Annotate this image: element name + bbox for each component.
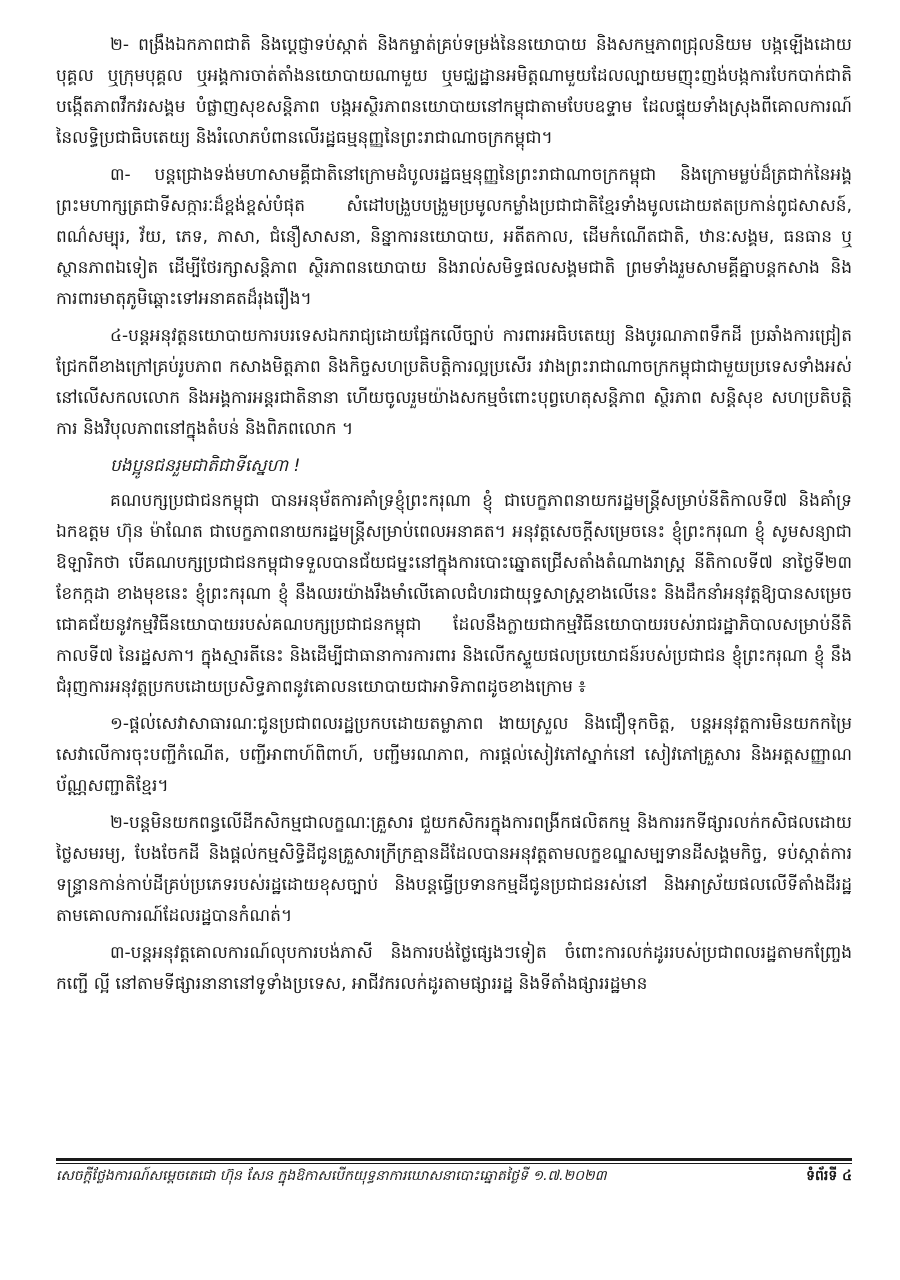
paragraph-item-3: ៣- បន្តជ្រោងទង់មហាសាមគ្គីជាតិនៅក្រោមដំបូលរដ្ឋធម្មនុញ្ញនៃព្រះរាជាណាចក្រកម្ពុជា និងក្រោមម្លប់ដ៏ត្រជាក់នៃអង្គព្រះមហាក្សត្រជាទីសក្ការៈដ៏ខ្ពង់ខ្ពស់បំផុត សំដៅបង្រួបបង្រួមប្រមូលកម្លាំងប្រជាជាតិខ្មែរទាំងមូលដោយឥតប្រកាន់ពូជសាសន៍, ពណ៌សម្បុរ, វ័យ, ភេទ, ភាសា, ជំនឿសាសនា, និន្នាការនយោបាយ, អតីតកាល, ដើមកំណើតជាតិ, ឋានៈសង្គម, ធនធាន ឬស្ថានភាពឯទៀត ដើម្បីថែរក្សាសន្តិភាព ស្ថិរភាពនយោបាយ និងរាល់សមិទ្ធផលសង្គមជាតិ ព្រមទាំងរួមសាមគ្គីគ្នាបន្តកសាង និងការពារមាតុភូមិឆ្ពោះទៅអនាគតដ៏រុងរឿង។ — [56, 165, 852, 309]
footer-title: សេចក្តីថ្លែងការណ៍សម្តេចតេជោ ហ៊ុន សែន ក្នុងឱកាសបើកយុទ្ធនាការឃោសនាបោះឆ្នោតថ្ងៃទី ១.៧.២០២៣ — [56, 1168, 607, 1184]
paragraph-item-2: ២- ពង្រឹងឯកភាពជាតិ និងប្តេជ្ញាទប់ស្កាត់ និងកម្ចាត់គ្រប់ទម្រង់នៃនយោបាយ និងសកម្មភាពជ្រុលនិយម បង្កឡើងដោយបុគ្គល ឬក្រុមបុគ្គល ឬអង្គការចាត់តាំងនយោបាយណាមួយ ឬមជ្ឈដ្ឋានអមិត្តណាមួយដែលល្បាយមញុះញង់បង្កការបែកបាក់ជាតិ បង្កើតភាពវឹកវរសង្គម បំផ្លាញសុខសន្តិភាព បង្កអស្ថិរភាពនយោបាយនៅកម្ពុជាតាមបែបឧទ្ទាម ដែលផ្ទុយទាំងស្រុងពីគោលការណ៍នៃលទ្ធិប្រជាធិបតេយ្យ និងរំលោភបំពានលើរដ្ឋធម្មនុញ្ញនៃព្រះរាជាណាចក្រកម្ពុជា។ — [56, 35, 852, 148]
paragraph-pledge: គណបក្សប្រជាជនកម្ពុជា បានអនុម័តការគាំទ្រខ្ញុំព្រះករុណា ខ្ញុំ ជាបេក្ខភាពនាយករដ្ឋមន្ត្រីសម្រាប់នីតិកាលទី៧ និងគាំទ្រ ឯកឧត្តម ហ៊ុន ម៉ាណែត ជាបេក្ខភាពនាយករដ្ឋមន្ត្រីសម្រាប់ពេលអនាគត។ អនុវត្តសេចក្តីសម្រេចនេះ ខ្ញុំព្រះករុណា ខ្ញុំ សូមសន្យាជាឱឡារិកថា បើគណបក្សប្រជាជនកម្ពុជាទទួលបានជ័យជម្នះនៅក្នុងការបោះឆ្នោតជ្រើសតាំងតំណាងរាស្ត្រ នីតិកាលទី៧ នាថ្ងៃទី២៣ ខែកក្កដា ខាងមុខនេះ ខ្ញុំព្រះករុណា ខ្ញុំ នឹងឈរយ៉ាងរឹងមាំលើគោលជំហរជាយុទ្ធសាស្ត្រខាងលើនេះ និងដឹកនាំអនុវត្តឱ្យបានសម្រេចជោគជ័យនូវកម្មវិធីនយោបាយរបស់គណបក្សប្រជាជនកម្ពុជា ដែលនឹងក្លាយជាកម្មវិធីនយោបាយរបស់រាជរដ្ឋាភិបាលសម្រាប់នីតិកាលទី៧ នៃរដ្ឋសភា។ ក្នុងស្មារតីនេះ និងដើម្បីជាធានាការការពារ និងលើកស្ទួយផលប្រយោជន៍របស់ប្រជាជន ខ្ញុំព្រះករុណា ខ្ញុំ នឹងជំរុញការអនុវត្តប្រកបដោយប្រសិទ្ធភាពនូវគោលនយោបាយជាអាទិភាពដូចខាងក្រោម ៖ — [56, 491, 852, 697]
salutation: បងប្អូនជនរួមជាតិជាទីស្នេហា ! — [110, 456, 301, 476]
paragraph-priority-1: ១-ផ្តល់សេវាសាធារណៈជូនប្រជាពលរដ្ឋប្រកបដោយតម្លាភាព ងាយស្រួល និងជឿទុកចិត្ត, បន្តអនុវត្តការមិនយកកម្រៃសេវាលើការចុះបញ្ជីកំណើត, បញ្ជីអាពាហ៍ពិពាហ៍, បញ្ជីមរណភាព, ការផ្តល់សៀវភៅស្នាក់នៅ សៀវភៅគ្រួសារ និងអត្តសញ្ញាណប័ណ្ណសញ្ជាតិខ្មែរ។ — [56, 714, 852, 796]
paragraph-item-4: ៤-បន្តអនុវត្តនយោបាយការបរទេសឯករាជ្យដោយផ្អែកលើច្បាប់ ការពារអធិបតេយ្យ និងបូរណភាពទឹកដី ប្រឆាំងការជ្រៀតជ្រែកពីខាងក្រៅគ្រប់រូបភាព កសាងមិត្តភាព និងកិច្ចសហប្រតិបត្តិការល្អប្រសើរ រវាងព្រះរាជាណាចក្រកម្ពុជាជាមួយប្រទេសទាំងអស់នៅលើសកលលោក និងអង្គការអន្តរជាតិនានា ហើយចូលរួមយ៉ាងសកម្មចំពោះបុព្វហេតុសន្តិភាព ស្ថិរភាព សន្តិសុខ សហប្រតិបត្តិការ និងវិបុលភាពនៅក្នុងតំបន់ និងពិភពលោក ។ — [56, 326, 852, 439]
page-number: ទំព័រទី ៤ — [806, 1168, 852, 1184]
footer-divider — [56, 1158, 852, 1161]
paragraph-priority-3: ៣-បន្តអនុវត្តគោលការណ៍លុបការបង់ភាសី និងការបង់ថ្លៃផ្សេងៗទៀត ចំពោះការលក់ដូររបស់ប្រជាពលរដ្ឋតាមកញ្ច្រែង កញ្ជើ ល្អី នៅតាមទីផ្សារនានានៅទូទាំងប្រទេស, អាជីវករលក់ដូរតាមផ្សាររដ្ឋ និងទីតាំងផ្សាររដ្ឋមាន — [56, 943, 852, 994]
page-footer — [56, 1166, 852, 1186]
paragraph-priority-2: ២-បន្តមិនយកពន្ធលើដីកសិកម្មជាលក្ខណៈគ្រួសារ ជួយកសិករក្នុងការពង្រីកផលិតកម្ម និងការរកទីផ្សារលក់កសិផលដោយថ្លៃសមរម្យ, បែងចែកដី និងផ្តល់កម្មសិទ្ធិដីជូនគ្រួសារក្រីក្រគ្មានដីដែលបានអនុវត្តតាមលក្ខខណ្ឌសម្បទានដីសង្គមកិច្ច, ទប់ស្កាត់ការទន្ទ្រានកាន់កាប់ដីគ្រប់ប្រភេទរបស់រដ្ឋដោយខុសច្បាប់ និងបន្តធ្វើប្រទានកម្មដីជូនប្រជាជនរស់នៅ និងអាស្រ័យផលលើទីតាំងដីរដ្ឋតាមគោលការណ៍ដែលរដ្ឋបានកំណត់។ — [56, 813, 852, 926]
